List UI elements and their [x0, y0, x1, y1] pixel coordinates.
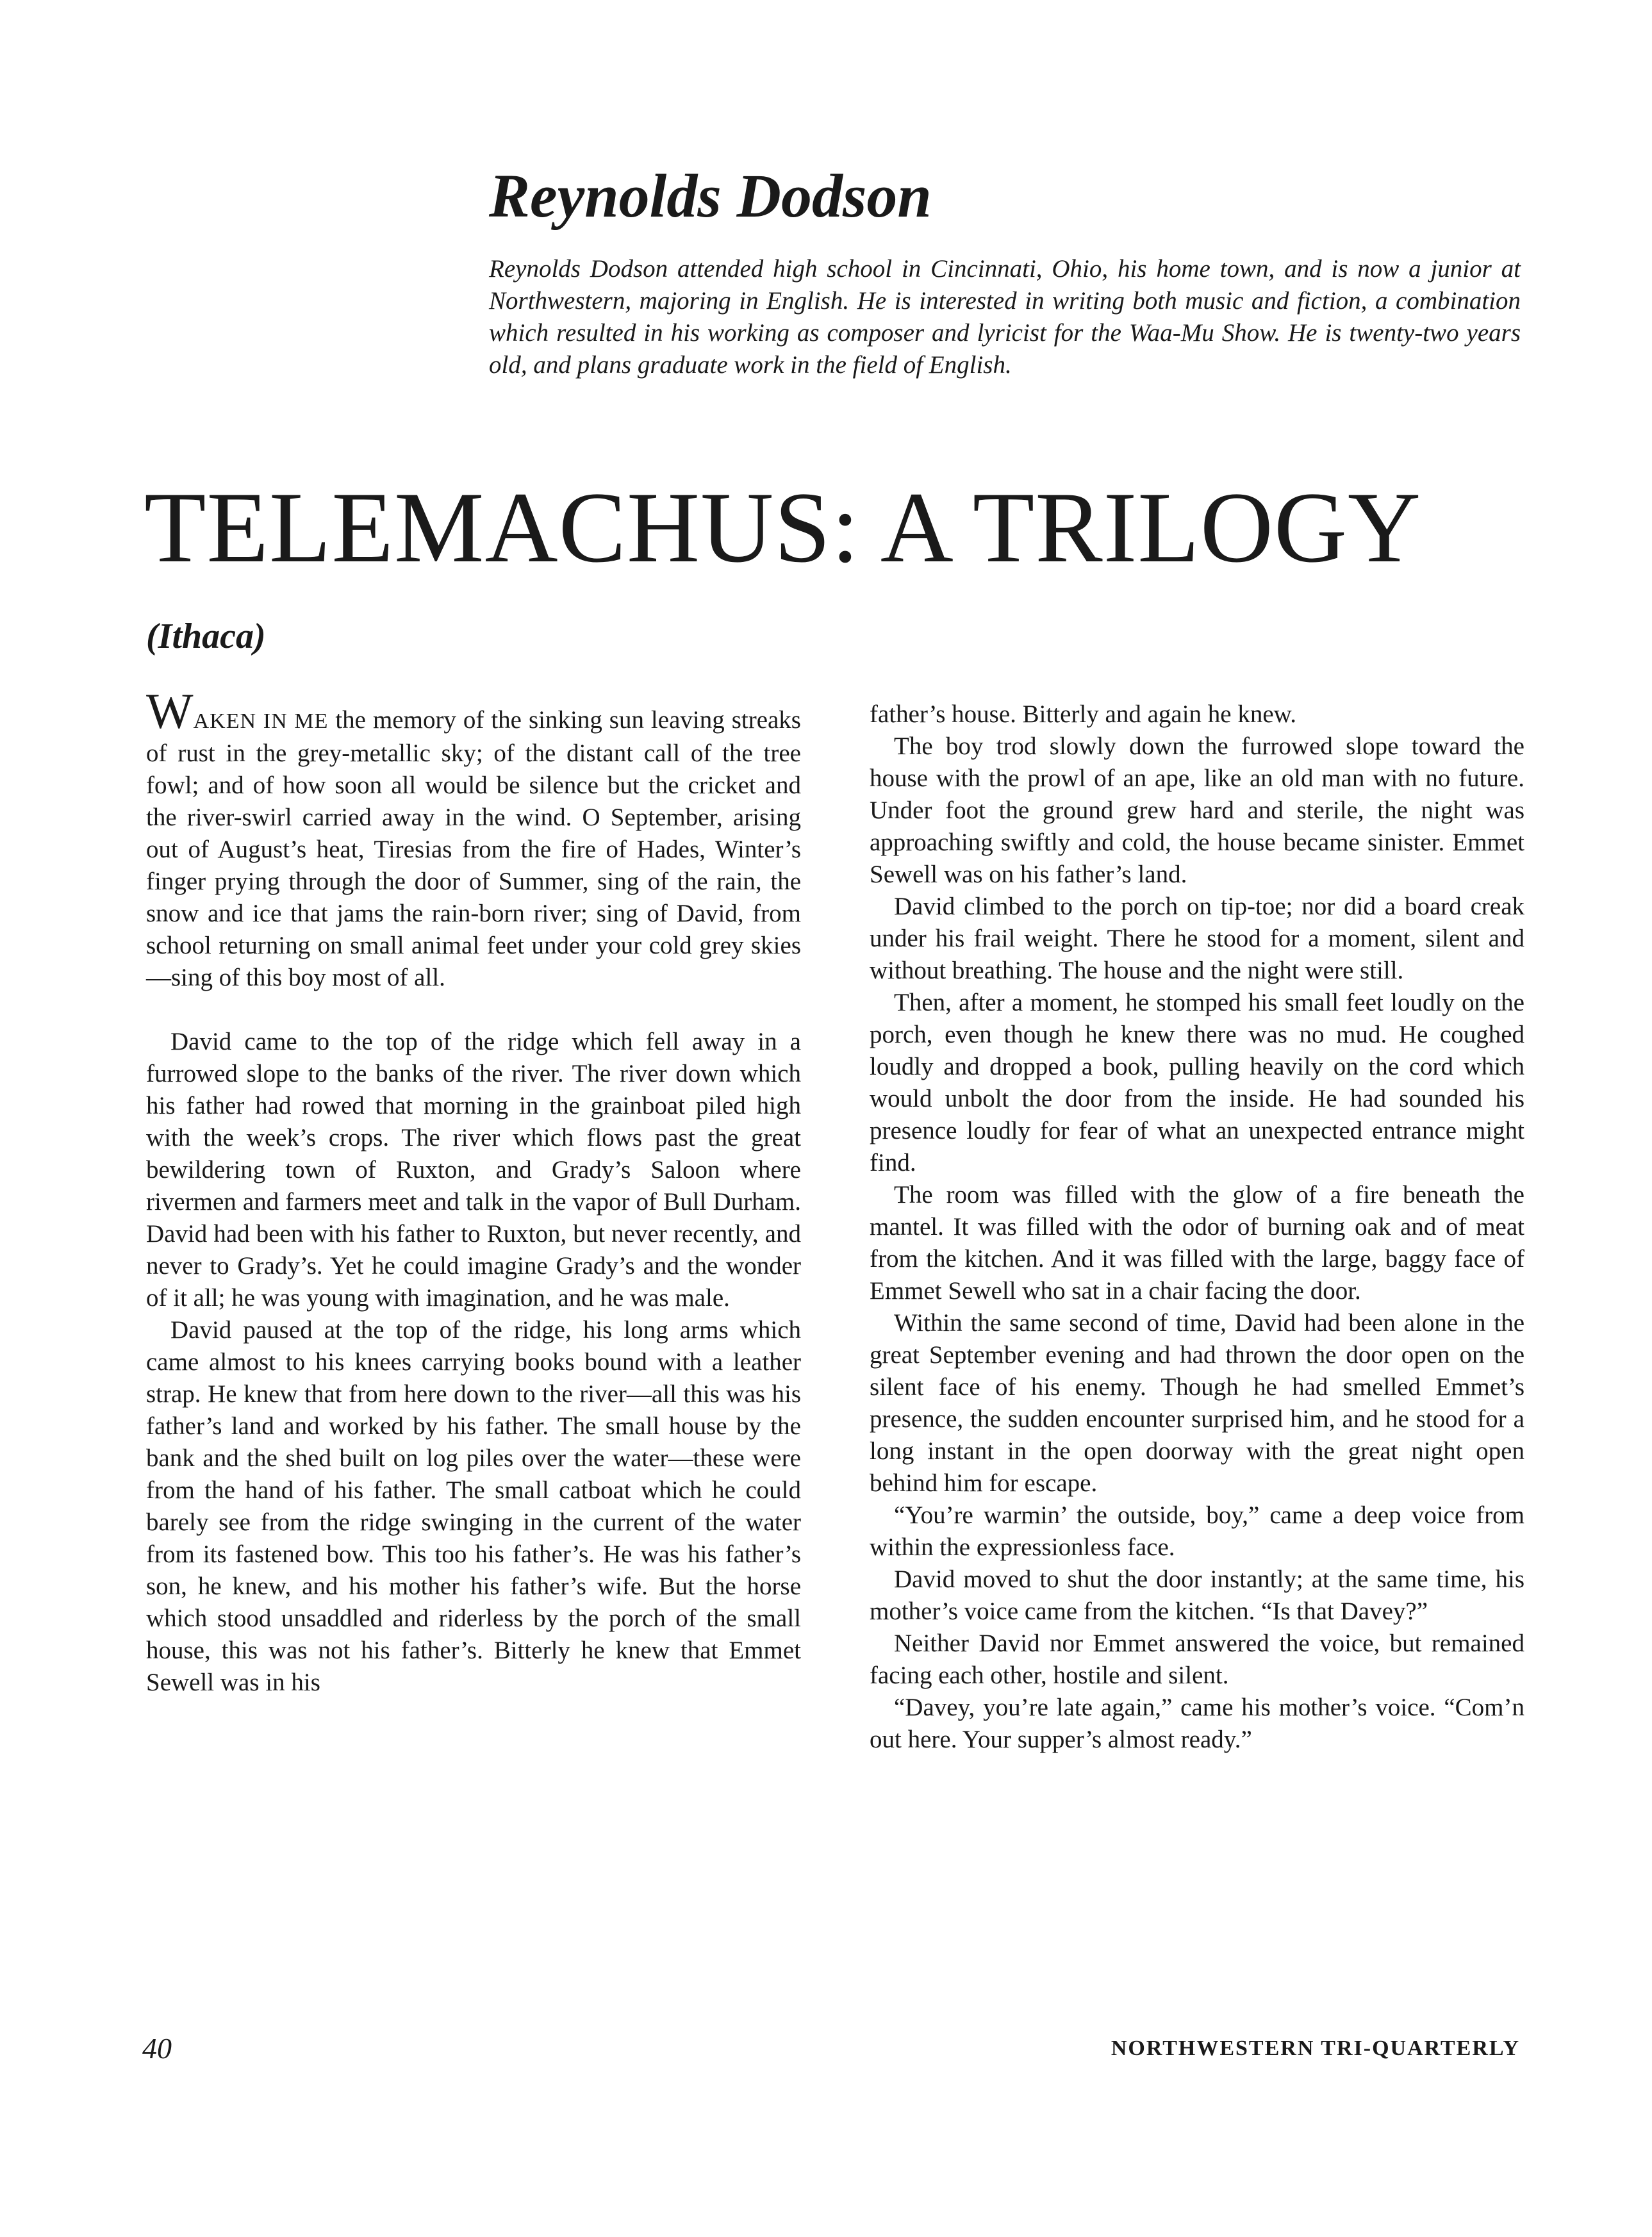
right-column — [870, 698, 1524, 1756]
paragraph-continuation: father’s house. Bitterly and again he knew. — [870, 700, 1297, 728]
left-column — [146, 683, 801, 1699]
paragraph: The boy trod slowly down the furrowed slope toward the house with the prowl of an ape, like an old man with no future. Under foot the ground grew hard and sterile, the night was approaching swiftly and cold, the house became sinister. Emmet Sewell was on his father’s land. — [870, 732, 1524, 888]
opening-paragraph — [146, 683, 801, 994]
paragraph: David came to the top of the ridge which fell away in a furrowed slope to the banks of the river. The river down which his father had rowed that morning in the grainboat piled high with the week’s crops. The river which flows past the great bewildering town of Ruxton, and Grady’s Saloon where rivermen and farmers meet and talk in the vapor of Bull Durham. David had been with his father to Ruxton, but never recently, and never to Grady’s. Yet he could imagine Grady’s and the wonder of it all; he was young with imagination, and he was male. — [146, 1028, 801, 1312]
paragraph: Then, after a moment, he stomped his small feet loudly on the porch, even though he knew there was no mud. He coughed loudly and dropped a book, pulling heavily on the cord which would unbolt the door from the inside. He had sounded his presence loudly for fear of what an unexpected entrance might find. — [870, 989, 1524, 1176]
paragraph: “Davey, you’re late again,” came his mother’s voice. “Com’n out here. Your supper’s almost ready.” — [870, 1694, 1524, 1753]
opening-small-caps: AKEN IN ME — [193, 709, 329, 733]
story-title: TELEMACHUS: A TRILOGY — [144, 472, 1422, 584]
section-title: (Ithaca) — [146, 616, 266, 656]
paragraph: Within the same second of time, David had been alone in the great September evening and had thrown the door open on the silent face of his enemy. Though he had smelled Emmet’s presence, the sudden encounter surprised him, and he stood for a long instant in the open doorway with the great night open behind him for escape. — [870, 1309, 1524, 1497]
opening-text: the memory of the sinking sun leaving streaks of rust in the grey-metallic sky; of the distant call of the tree fowl; and of how soon all would be silence but the cricket and the river-swirl carried away in the wind. O September, arising out of August’s heat, Tiresias from the fire of Hades, Winter’s finger prying through the door of Summer, sing of the rain, the snow and ice that jams the rain-born river; sing of David, from school returning on small animal feet under your cold grey skies—sing of this boy most of all. — [146, 706, 801, 991]
drop-cap: W — [146, 683, 194, 739]
paragraph: The room was filled with the glow of a fire beneath the mantel. It was filled with the odor of burning oak and of meat from the kitchen. And it was filled with the large, baggy face of Emmet Sewell who sat in a chair facing the door. — [870, 1181, 1524, 1305]
paragraph: David moved to shut the door instantly; at the same time, his mother’s voice came from the kitchen. “Is that Davey?” — [870, 1565, 1524, 1625]
page-number: 40 — [142, 2032, 172, 2065]
paragraph: David climbed to the porch on tip-toe; nor did a board creak under his frail weight. There he stood for a moment, silent and without breathing. The house and the night were still. — [870, 893, 1524, 984]
paragraph: Neither David nor Emmet answered the voice, but remained facing each other, hostile and silent. — [870, 1630, 1524, 1689]
journal-name: NORTHWESTERN TRI-QUARTERLY — [1111, 2036, 1520, 2060]
paragraph: “You’re warmin’ the outside, boy,” came a deep voice from within the expressionless face. — [870, 1501, 1524, 1561]
author-name: Reynolds Dodson — [489, 161, 932, 230]
paragraph: David paused at the top of the ridge, his long arms which came almost to his knees carrying books bound with a leather strap. He knew that from here down to the river—all this was his father’s land and worked by his father. The small house by the bank and the shed built on log piles over the water—these were from the hand of his father. The small catboat which he could barely see from the ridge swinging in the current of the water from its fastened bow. This too his father’s. He was his father’s son, he knew, and his mother his father’s wife. But the horse which stood unsaddled and riderless by the porch of the small house, this was not his father’s. Bitterly he knew that Emmet Sewell was in his — [146, 1316, 801, 1696]
author-bio: Reynolds Dodson attended high school in Cincinnati, Ohio, his home town, and is now a junior at Northwestern, majoring in English. He is interested in writing both music and fiction, a combination which resulted in his working as composer and lyricist for the Waa-Mu Show. He is twenty-two years old, and plans graduate work in the field of English. — [489, 255, 1521, 379]
